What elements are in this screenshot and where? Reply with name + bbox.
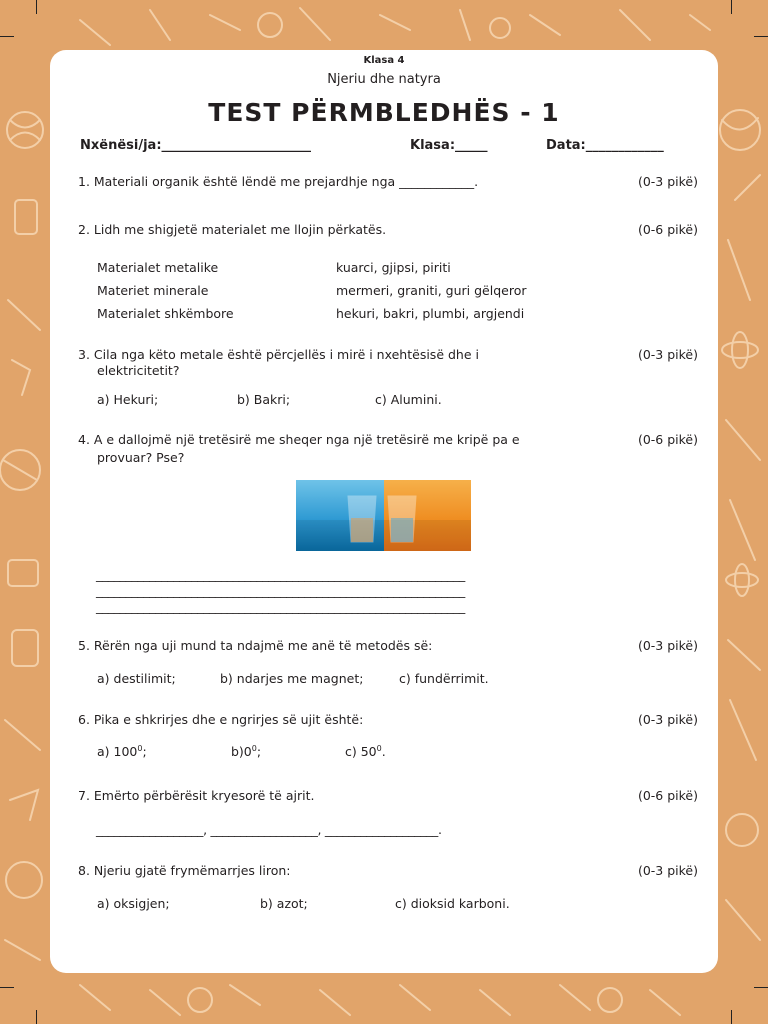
- crop-mark: [0, 36, 14, 37]
- question-8: 8. Njeriu gjatë frymëmarrjes liron:: [78, 863, 291, 878]
- question-1-points: (0-3 pikë): [637, 174, 698, 189]
- subject-label: Njeriu dhe natyra: [327, 72, 441, 87]
- question-6: 6. Pika e shkrirjes dhe e ngrirjes së ujit është:: [78, 712, 364, 727]
- answer-line[interactable]: ______________________________________________________________: [96, 567, 465, 582]
- answer-option: a) oksigjen;: [97, 896, 170, 911]
- match-right-item: kuarci, gjipsi, piriti: [336, 260, 451, 275]
- match-right-item: mermeri, graniti, guri gëlqeror: [336, 283, 527, 298]
- answer-option: c) fundërrimit.: [399, 671, 489, 686]
- question-3: 3. Cila nga këto metale është përcjellës i mirë i nxehtësisë dhe i: [78, 347, 479, 362]
- backpack-icon: [12, 630, 38, 666]
- crop-mark: [36, 0, 37, 14]
- crop-mark: [731, 0, 732, 14]
- answer-line[interactable]: ______________________________________________________________: [96, 583, 465, 598]
- question-3-points: (0-3 pikë): [637, 347, 698, 362]
- backpack-icon: [15, 200, 37, 234]
- answer-option: a) $100^0$;: [97, 744, 147, 760]
- match-left-item: Materiet minerale: [97, 283, 209, 298]
- crop-mark: [36, 1010, 37, 1024]
- date-field[interactable]: Data:____________: [546, 138, 664, 153]
- answer-option: a) destilimit;: [97, 671, 176, 686]
- answer-option: b) azot;: [260, 896, 308, 911]
- page-title: TEST PËRMBLEDHËS - 1: [208, 98, 560, 127]
- question-7: 7. Emërto përbërësit kryesorë të ajrit.: [78, 788, 315, 803]
- answer-line[interactable]: ______________________________________________________________: [96, 599, 465, 614]
- question-4-continued: provuar? Pse?: [97, 450, 185, 465]
- question-6-points: (0-3 pikë): [637, 712, 698, 727]
- two-glasses-photo: [296, 480, 471, 551]
- answer-option: $b)0^0$;: [231, 744, 262, 760]
- answer-option: c) dioksid karboni.: [395, 896, 510, 911]
- student-name-field[interactable]: Nxënësi/ja:_______________________: [80, 138, 312, 153]
- question-5-points: (0-3 pikë): [637, 638, 698, 653]
- question-8-points: (0-3 pikë): [637, 863, 698, 878]
- match-left-item: Materialet metalike: [97, 260, 219, 275]
- question-4: 4. A e dallojmë një tretësirë me sheqer nga një tretësirë me kripë pa e: [78, 432, 520, 447]
- answer-option: a) Hekuri;: [97, 392, 159, 407]
- question-4-points: (0-6 pikë): [637, 432, 698, 447]
- crop-mark: [754, 36, 768, 37]
- question-7-points: (0-6 pikë): [637, 788, 698, 803]
- answer-option: b) Bakri;: [237, 392, 291, 407]
- answer-option: c) $50^0$.: [345, 744, 386, 760]
- answer-option: c) Alumini.: [375, 392, 442, 407]
- question-3-continued: elektricitetit?: [97, 363, 180, 378]
- question-2-points: (0-6 pikë): [637, 222, 698, 237]
- crop-mark: [731, 1010, 732, 1024]
- answer-option: b) ndarjes me magnet;: [220, 671, 364, 686]
- match-right-item: hekuri, bakri, plumbi, argjendi: [336, 306, 525, 321]
- match-left-item: Materialet shkëmbore: [97, 306, 234, 321]
- question-1: 1. Materiali organik është lëndë me prejardhje nga ____________.: [78, 174, 479, 189]
- ball-icon: [7, 112, 43, 148]
- grade-label: Klasa 4: [363, 55, 405, 66]
- crop-mark: [754, 987, 768, 988]
- crop-mark: [0, 987, 14, 988]
- question-5: 5. Rërën nga uji mund ta ndajmë me anë të metodës së:: [78, 638, 433, 653]
- answer-line[interactable]: __________________, __________________, ___________________.: [96, 822, 442, 837]
- worksheet-page: [50, 50, 718, 973]
- class-field[interactable]: Klasa:_____: [410, 138, 488, 153]
- question-2: 2. Lidh me shigjetë materialet me llojin përkatës.: [78, 222, 387, 237]
